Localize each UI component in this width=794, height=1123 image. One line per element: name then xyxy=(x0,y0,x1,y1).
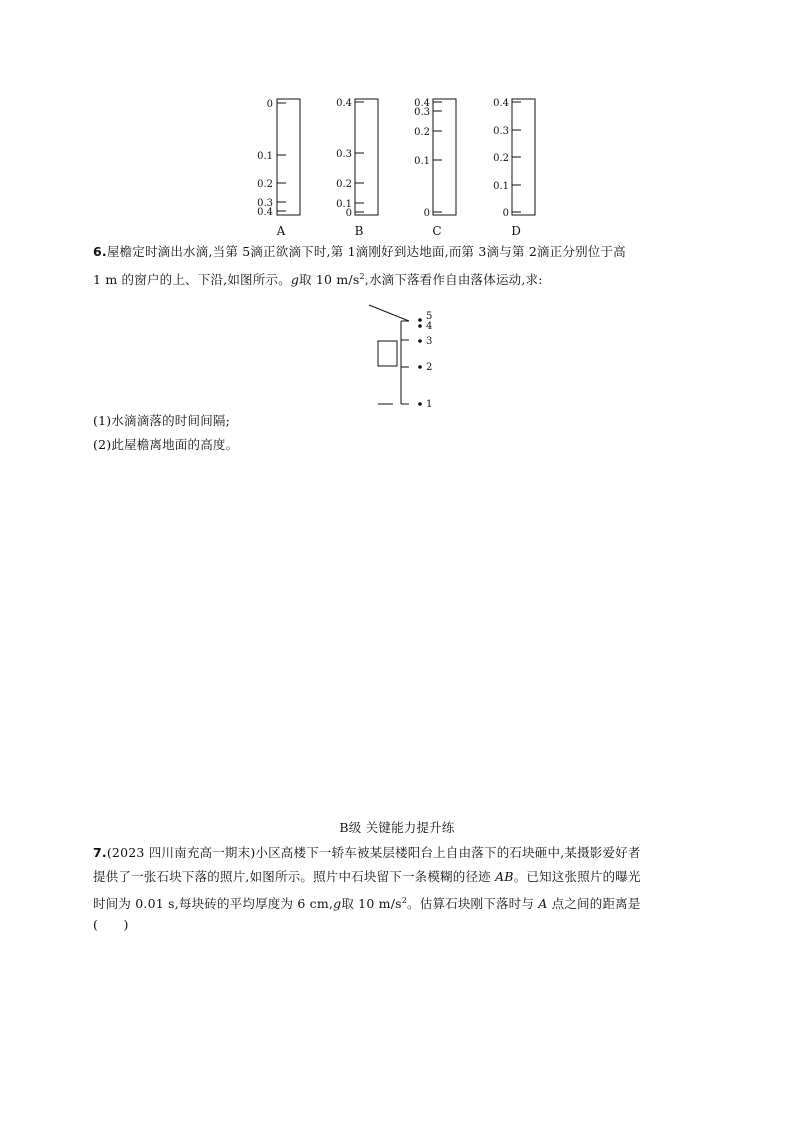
scale-a-tick: 0 xyxy=(266,99,273,110)
drop-1 xyxy=(418,402,422,406)
scale-a-tick: 0.3 xyxy=(257,198,273,209)
scale-c-tick: 0.1 xyxy=(414,156,430,167)
scale-c-tick: 0.3 xyxy=(414,107,430,118)
q7-text-3b: 取 10 m/s xyxy=(341,896,402,912)
eave-line xyxy=(369,305,409,321)
scale-a-tick: 0.2 xyxy=(257,179,273,190)
q7-a-symbol: A xyxy=(538,896,548,912)
q7-text-3a: 时间为 0.01 s,每块砖的平均厚度为 6 cm, xyxy=(93,896,334,912)
option-label-a: A xyxy=(276,224,286,238)
q7-text-2b: 。已知这张照片的曝光 xyxy=(513,869,641,884)
section-heading: B级 关键能力提升练 xyxy=(339,820,455,835)
drop-4 xyxy=(418,324,422,328)
q6-line-2 xyxy=(93,266,543,291)
scale-a-tick: 0.4 xyxy=(257,207,273,218)
q7-line-1 xyxy=(93,842,641,864)
scale-d-tick: 0.2 xyxy=(493,153,509,164)
option-label-b: B xyxy=(354,224,364,238)
q6-sup: 2 xyxy=(359,272,365,281)
q6-text-2b: 取 10 m/s xyxy=(299,272,360,288)
q7-text-2a: 提供了一张石块下落的照片,如图所示。照片中石块留下一条模糊的径迹 xyxy=(93,869,496,884)
q6-text-2c: ,水滴下落看作自由落体运动,求: xyxy=(364,272,543,288)
scale-d-tick: 0.1 xyxy=(493,181,509,192)
q7-line-3 xyxy=(93,890,641,915)
q7-text-3c: 。估算石块刚下落时与 xyxy=(407,896,539,912)
q6-sub-1: (1)水滴滴落的时间间隔; xyxy=(93,413,231,428)
scale-b-tick: 0.1 xyxy=(336,199,352,210)
scale-options-figure xyxy=(0,0,794,245)
scale-b-tick: 0.3 xyxy=(336,149,352,160)
drop-label-5: 5 xyxy=(426,311,433,322)
scale-b-tick: 0.2 xyxy=(336,179,352,190)
q6-sub-2: (2)此屋檐离地面的高度。 xyxy=(93,437,239,452)
option-label-d: D xyxy=(511,224,521,238)
q6-line-1 xyxy=(93,241,626,263)
scale-b-tick: 0 xyxy=(345,208,352,219)
q6-text-2a: 1 m 的窗户的上、下沿,如图所示。 xyxy=(93,272,291,288)
q7-ab-symbol: AB xyxy=(495,869,514,884)
drop-label-3: 3 xyxy=(426,336,433,347)
scale-c-tick: 0.4 xyxy=(414,98,430,109)
drop-label-2: 2 xyxy=(426,362,433,373)
drop-2 xyxy=(418,365,422,369)
window-rect xyxy=(378,341,397,366)
q7-text-1: (2023 四川南充高一期末)小区高楼下一轿车被某层楼阳台上自由落下的石块砸中,某摄影爱好者 xyxy=(106,845,641,860)
option-label-c: C xyxy=(432,224,442,238)
drop-5 xyxy=(418,318,422,322)
q6-g-symbol: g xyxy=(290,272,300,288)
q7-g-symbol: g xyxy=(333,896,342,912)
q6-number: 6. xyxy=(93,244,107,259)
scale-a-bar xyxy=(277,99,300,215)
scale-c-bar xyxy=(433,99,456,215)
q7-answer-blank: ( ) xyxy=(93,917,129,932)
drop-3 xyxy=(418,339,422,343)
scale-b-tick: 0.4 xyxy=(336,98,352,109)
scale-d-tick: 0 xyxy=(502,208,509,219)
drop-label-1: 1 xyxy=(426,399,433,410)
q7-text-3d: 点之间的距离是 xyxy=(547,896,641,912)
drop-label-4: 4 xyxy=(426,321,433,332)
water-drop-figure xyxy=(360,300,460,415)
q7-line-2 xyxy=(93,866,641,888)
q7-sup: 2 xyxy=(401,896,408,905)
scale-c-tick: 0.2 xyxy=(414,127,430,138)
scale-d-tick: 0.4 xyxy=(493,98,509,109)
scale-a-tick: 0.1 xyxy=(257,151,273,162)
scale-c-tick: 0 xyxy=(423,208,430,219)
scale-d-tick: 0.3 xyxy=(493,126,509,137)
q7-number: 7. xyxy=(93,845,107,860)
scale-b-bar xyxy=(355,99,378,215)
q6-text-1: 屋檐定时滴出水滴,当第 5滴正欲滴下时,第 1滴刚好到达地面,而第 3滴与第 2滴正分别位于高 xyxy=(106,244,626,259)
